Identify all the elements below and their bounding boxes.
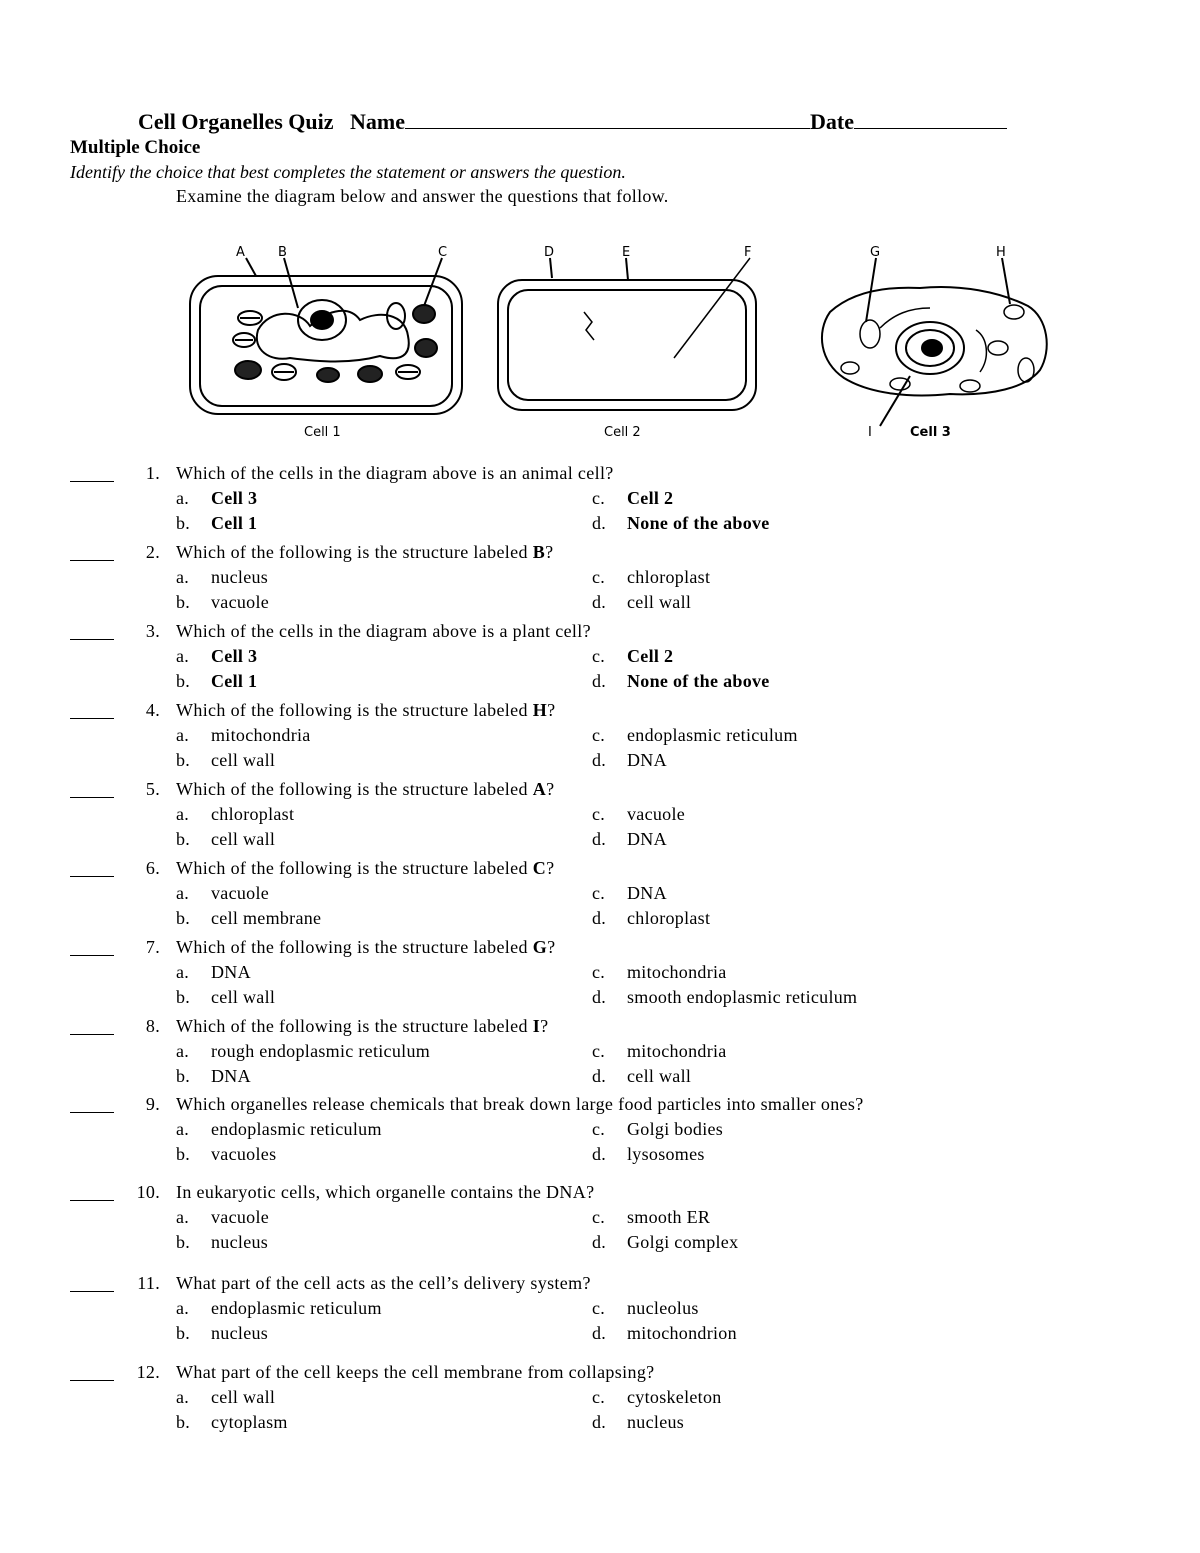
label-a: A <box>236 245 245 260</box>
stem-text: Which of the following is the structure labeled <box>176 542 533 562</box>
option-d[interactable] <box>592 1323 737 1344</box>
option-text: nucleus <box>211 1232 269 1252</box>
answer-blank[interactable] <box>70 481 114 482</box>
option-text: vacuoles <box>211 1144 277 1164</box>
option-text: vacuole <box>627 804 686 824</box>
option-letter: a. <box>176 1041 190 1061</box>
option-letter: a. <box>176 804 190 824</box>
option-text: rough endoplasmic reticulum <box>211 1041 431 1061</box>
option-text: lysosomes <box>627 1144 705 1164</box>
option-letter: c. <box>592 962 606 982</box>
stem-label-letter: H <box>532 700 548 720</box>
answer-blank[interactable] <box>70 797 114 798</box>
option-letter: a. <box>176 725 190 745</box>
option-a[interactable] <box>176 883 269 904</box>
option-b[interactable] <box>176 513 257 534</box>
option-b[interactable] <box>176 1144 276 1165</box>
option-text: cell wall <box>211 829 276 849</box>
option-letter: a. <box>176 567 190 587</box>
option-letter: d. <box>592 908 607 928</box>
question-number: 9. <box>145 1094 160 1114</box>
option-text: cell wall <box>211 750 276 770</box>
question-stem <box>176 858 554 879</box>
quiz-title: Cell Organelles Quiz <box>138 109 334 134</box>
question-number: 1. <box>145 463 160 483</box>
option-b[interactable] <box>176 1066 251 1087</box>
option-c[interactable] <box>592 1207 710 1228</box>
option-b[interactable] <box>176 1323 268 1344</box>
option-text: Cell 3 <box>211 488 258 508</box>
question-number: 5. <box>145 779 160 799</box>
option-text: vacuole <box>211 1207 270 1227</box>
question-stem: Which of the cells in the diagram above is an animal cell? <box>176 463 614 483</box>
option-letter: d. <box>592 829 607 849</box>
option-letter: c. <box>592 1119 606 1139</box>
stem-punctuation: ? <box>546 858 555 878</box>
stem-label-letter: I <box>532 1016 541 1036</box>
diagram-instructions: Examine the diagram below and answer the questions that follow. <box>176 186 669 206</box>
answer-blank[interactable] <box>70 1200 114 1201</box>
option-text: endoplasmic reticulum <box>211 1298 382 1318</box>
option-text: chloroplast <box>211 804 295 824</box>
option-text: cell wall <box>627 1066 692 1086</box>
option-text: DNA <box>211 1066 251 1086</box>
option-c[interactable] <box>592 725 798 746</box>
option-text: nucleolus <box>627 1298 699 1318</box>
option-letter: a. <box>176 1298 190 1318</box>
option-a[interactable] <box>176 1298 382 1319</box>
option-text: DNA <box>627 883 667 903</box>
label-c: C <box>438 245 448 260</box>
option-a[interactable] <box>176 1207 269 1228</box>
question-stem <box>176 779 554 800</box>
question-number: 8. <box>145 1016 160 1036</box>
question-number: 4. <box>145 700 160 720</box>
question-number: 10. <box>136 1182 160 1202</box>
option-a[interactable] <box>176 804 294 825</box>
option-c[interactable] <box>592 1298 699 1319</box>
option-d[interactable] <box>592 750 667 771</box>
stem-text: Which of the following is the structure labeled <box>176 1016 533 1036</box>
option-text: cell wall <box>211 987 276 1007</box>
option-letter: a. <box>176 488 190 508</box>
option-d[interactable] <box>592 908 710 929</box>
answer-blank[interactable] <box>70 560 114 561</box>
option-text: Cell 3 <box>211 646 258 666</box>
question-stem <box>176 542 553 563</box>
option-letter: d. <box>592 1066 607 1086</box>
option-letter: d. <box>592 1144 607 1164</box>
option-b[interactable] <box>176 908 321 929</box>
date-label: Date <box>810 109 854 134</box>
option-text: cytoskeleton <box>627 1387 722 1407</box>
option-text: DNA <box>627 829 667 849</box>
label-d: D <box>544 245 555 260</box>
option-letter: d. <box>592 513 607 533</box>
option-text: chloroplast <box>627 908 711 928</box>
option-b[interactable] <box>176 1232 268 1253</box>
label-f: F <box>744 245 752 260</box>
option-letter: c. <box>592 646 606 666</box>
answer-blank[interactable] <box>70 1034 114 1035</box>
option-text: endoplasmic reticulum <box>211 1119 382 1139</box>
option-letter: c. <box>592 883 606 903</box>
option-a[interactable] <box>176 725 311 746</box>
option-text: cell wall <box>211 1387 276 1407</box>
stem-text: Which of the following is the structure labeled <box>176 937 533 957</box>
option-letter: d. <box>592 750 607 770</box>
option-a[interactable] <box>176 488 257 509</box>
answer-blank[interactable] <box>70 955 114 956</box>
option-letter: b. <box>176 1323 191 1343</box>
option-text: mitochondria <box>211 725 311 745</box>
option-letter: c. <box>592 1298 606 1318</box>
option-c[interactable] <box>592 1387 722 1408</box>
answer-blank[interactable] <box>70 1291 114 1292</box>
option-letter: d. <box>592 592 607 612</box>
option-letter: d. <box>592 987 607 1007</box>
option-b[interactable] <box>176 671 257 692</box>
option-letter: b. <box>176 829 191 849</box>
option-text: vacuole <box>211 883 270 903</box>
option-text: Cell 2 <box>627 488 674 508</box>
option-text: Cell 1 <box>211 671 258 691</box>
option-b[interactable] <box>176 592 269 613</box>
option-letter: b. <box>176 750 191 770</box>
option-letter: b. <box>176 592 191 612</box>
option-letter: c. <box>592 804 606 824</box>
option-b[interactable] <box>176 987 275 1008</box>
option-text: cytoplasm <box>211 1412 288 1432</box>
option-text: None of the above <box>627 671 770 691</box>
stem-label-letter: B <box>532 542 546 562</box>
option-c[interactable] <box>592 1119 723 1140</box>
option-letter: a. <box>176 883 190 903</box>
option-text: smooth ER <box>627 1207 711 1227</box>
option-a[interactable] <box>176 1387 275 1408</box>
question-number: 2. <box>145 542 160 562</box>
label-h: H <box>996 245 1006 260</box>
option-text: Cell 2 <box>627 646 674 666</box>
stem-label-letter: G <box>532 937 548 957</box>
option-letter: b. <box>176 1412 191 1432</box>
question-stem: What part of the cell keeps the cell membrane from collapsing? <box>176 1362 655 1382</box>
question-number: 6. <box>145 858 160 878</box>
stem-label-letter: A <box>532 779 547 799</box>
section-heading: Multiple Choice <box>70 137 201 158</box>
option-a[interactable] <box>176 567 268 588</box>
caption-cell-1: Cell 1 <box>304 425 341 440</box>
option-letter: c. <box>592 1207 606 1227</box>
option-letter: a. <box>176 1207 190 1227</box>
question-stem <box>176 1016 548 1037</box>
option-text: vacuole <box>211 592 270 612</box>
option-text: None of the above <box>627 513 770 533</box>
option-text: nucleus <box>211 567 269 587</box>
option-letter: c. <box>592 488 606 508</box>
option-d[interactable] <box>592 1144 705 1165</box>
answer-blank[interactable] <box>70 876 114 877</box>
label-b: B <box>278 245 287 260</box>
option-c[interactable] <box>592 488 673 509</box>
caption-cell-3: Cell 3 <box>910 425 951 440</box>
option-text: Golgi bodies <box>627 1119 724 1139</box>
option-d[interactable] <box>592 1412 684 1433</box>
option-text: mitochondrion <box>627 1323 737 1343</box>
stem-text: Which of the following is the structure labeled <box>176 700 533 720</box>
option-letter: c. <box>592 1387 606 1407</box>
option-text: endoplasmic reticulum <box>627 725 798 745</box>
option-a[interactable] <box>176 646 257 667</box>
option-letter: a. <box>176 962 190 982</box>
option-letter: b. <box>176 1232 191 1252</box>
option-b[interactable] <box>176 1412 288 1433</box>
label-e: E <box>622 245 631 260</box>
option-text: DNA <box>627 750 667 770</box>
option-letter: c. <box>592 1041 606 1061</box>
option-text: Golgi complex <box>627 1232 739 1252</box>
stem-label-letter: C <box>532 858 547 878</box>
question-stem: In eukaryotic cells, which organelle contains the DNA? <box>176 1182 595 1202</box>
option-text: Cell 1 <box>211 513 258 533</box>
option-text: mitochondria <box>627 962 727 982</box>
question-stem <box>176 700 555 721</box>
answer-blank[interactable] <box>70 1380 114 1381</box>
instructions: Identify the choice that best completes the statement or answers the question. <box>70 162 626 182</box>
name-label: Name <box>350 109 406 134</box>
option-a[interactable] <box>176 962 251 983</box>
stem-punctuation: ? <box>540 1016 549 1036</box>
stem-punctuation: ? <box>547 700 556 720</box>
option-letter: a. <box>176 1387 190 1407</box>
answer-blank[interactable] <box>70 1112 114 1113</box>
question-number: 12. <box>136 1362 160 1382</box>
question-number: 3. <box>145 621 160 641</box>
option-letter: d. <box>592 1232 607 1252</box>
stem-text: Which of the following is the structure labeled <box>176 779 533 799</box>
option-c[interactable] <box>592 646 673 667</box>
question-stem: What part of the cell acts as the cell’s delivery system? <box>176 1273 591 1293</box>
answer-blank[interactable] <box>70 718 114 719</box>
label-i: I <box>868 425 872 440</box>
option-d[interactable] <box>592 1066 691 1087</box>
option-d[interactable] <box>592 829 667 850</box>
option-letter: b. <box>176 513 191 533</box>
option-letter: d. <box>592 1323 607 1343</box>
stem-punctuation: ? <box>547 937 556 957</box>
option-letter: c. <box>592 725 606 745</box>
option-letter: d. <box>592 671 607 691</box>
stem-text: Which of the following is the structure labeled <box>176 858 533 878</box>
option-letter: d. <box>592 1412 607 1432</box>
option-c[interactable] <box>592 1041 727 1062</box>
option-letter: b. <box>176 1144 191 1164</box>
option-letter: b. <box>176 671 191 691</box>
stem-punctuation: ? <box>545 542 554 562</box>
option-b[interactable] <box>176 829 275 850</box>
option-letter: a. <box>176 646 190 666</box>
option-text: cell wall <box>627 592 692 612</box>
option-d[interactable] <box>592 513 770 534</box>
question-number: 11. <box>137 1273 160 1293</box>
option-letter: b. <box>176 1066 191 1086</box>
option-d[interactable] <box>592 1232 738 1253</box>
caption-cell-2: Cell 2 <box>604 425 641 440</box>
option-text: cell membrane <box>211 908 322 928</box>
option-text: DNA <box>211 962 251 982</box>
label-g: G <box>870 245 881 260</box>
option-a[interactable] <box>176 1041 430 1062</box>
option-letter: b. <box>176 987 191 1007</box>
option-a[interactable] <box>176 1119 382 1140</box>
option-letter: b. <box>176 908 191 928</box>
option-text: smooth endoplasmic reticulum <box>627 987 858 1007</box>
question-stem: Which of the cells in the diagram above is a plant cell? <box>176 621 591 641</box>
option-c[interactable] <box>592 883 667 904</box>
option-d[interactable] <box>592 987 857 1008</box>
answer-blank[interactable] <box>70 639 114 640</box>
option-text: mitochondria <box>627 1041 727 1061</box>
stem-punctuation: ? <box>546 779 555 799</box>
option-c[interactable] <box>592 567 710 588</box>
option-d[interactable] <box>592 671 770 692</box>
question-stem <box>176 937 555 958</box>
option-d[interactable] <box>592 592 691 613</box>
option-text: chloroplast <box>627 567 711 587</box>
option-c[interactable] <box>592 804 685 825</box>
question-number: 7. <box>145 937 160 957</box>
option-text: nucleus <box>211 1323 269 1343</box>
option-text: nucleus <box>627 1412 685 1432</box>
option-b[interactable] <box>176 750 275 771</box>
option-letter: a. <box>176 1119 190 1139</box>
option-c[interactable] <box>592 962 727 983</box>
question-stem: Which organelles release chemicals that break down large food particles into smaller ones? <box>176 1094 864 1114</box>
option-letter: c. <box>592 567 606 587</box>
